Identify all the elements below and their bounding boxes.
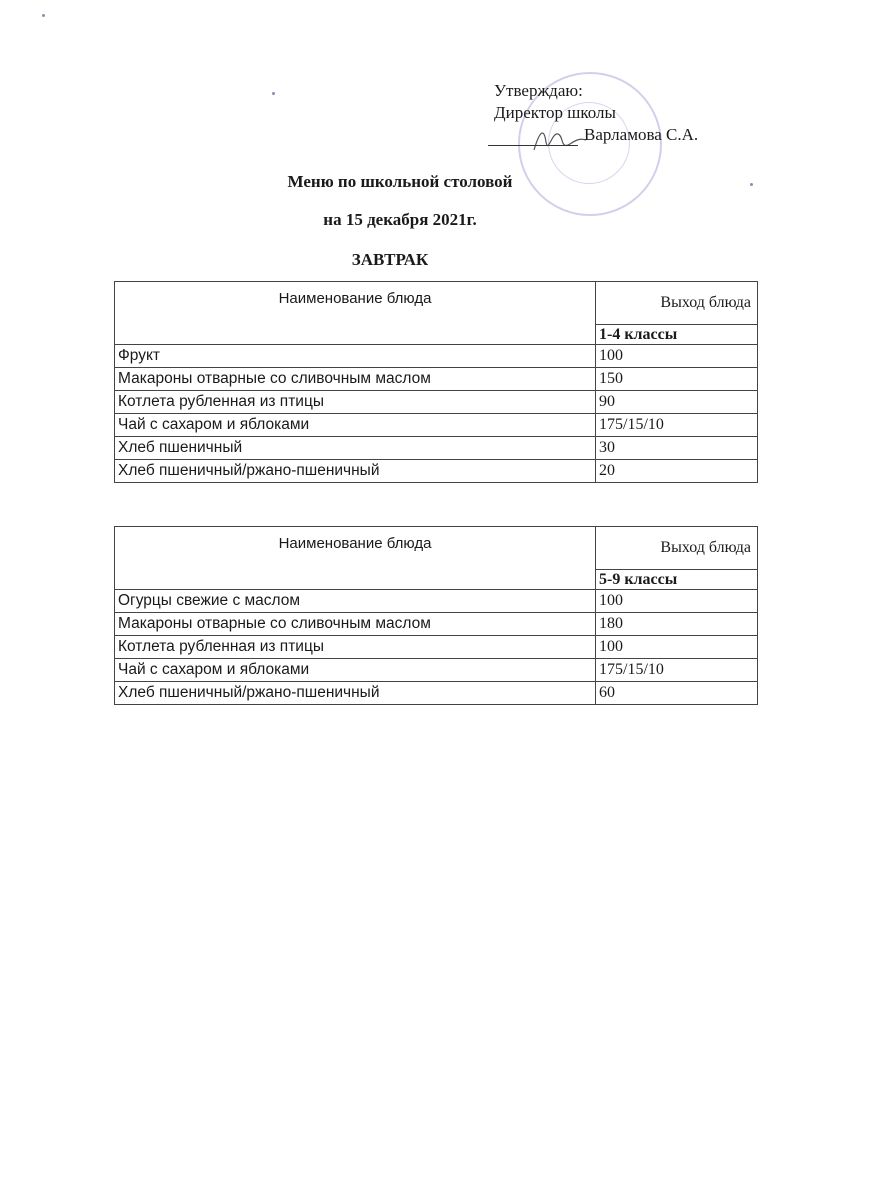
dish-output: 100 [596,636,758,659]
dish-name: Хлеб пшеничный/ржано-пшеничный [115,460,596,483]
menu-table-grades-1-4 [114,281,758,483]
dish-name: Хлеб пшеничный/ржано-пшеничный [115,682,596,705]
dish-output: 100 [596,590,758,613]
class-label: 1-4 классы [596,325,758,345]
approval-position: Директор школы [494,103,616,122]
dish-output: 150 [596,368,758,391]
table-row [115,659,758,682]
table-row [115,391,758,414]
dish-output: 180 [596,613,758,636]
table-row [115,613,758,636]
dish-name: Чай с сахаром и яблоками [115,414,596,437]
column-header-output: Выход блюда [596,282,758,325]
dish-output: 90 [596,391,758,414]
column-header-dish: Наименование блюда [115,527,596,590]
dish-name: Макароны отварные со сливочным маслом [115,613,596,636]
dish-name: Хлеб пшеничный [115,437,596,460]
column-header-output: Выход блюда [596,527,758,570]
dish-name: Макароны отварные со сливочным маслом [115,368,596,391]
menu-title: Меню по школьной столовой [287,172,513,191]
table-row [115,460,758,483]
scan-speck [272,92,275,95]
table-row [115,437,758,460]
approval-label: Утверждаю: [494,81,583,100]
dish-name: Котлета рубленная из птицы [115,636,596,659]
scan-speck [42,14,45,17]
dish-name: Фрукт [115,345,596,368]
dish-output: 175/15/10 [596,414,758,437]
dish-output: 30 [596,437,758,460]
scan-speck [750,183,753,186]
table-row [115,368,758,391]
table-row [115,636,758,659]
menu-table-grades-5-9 [114,526,758,705]
table-row [115,414,758,437]
dish-output: 175/15/10 [596,659,758,682]
approval-block [494,80,698,146]
menu-date: на 15 декабря 2021г. [323,210,477,229]
dish-output: 100 [596,345,758,368]
dish-name: Чай с сахаром и яблоками [115,659,596,682]
table-row [115,590,758,613]
class-label: 5-9 классы [596,570,758,590]
dish-output: 60 [596,682,758,705]
dish-name: Котлета рубленная из птицы [115,391,596,414]
column-header-dish: Наименование блюда [115,282,596,345]
dish-name: Огурцы свежие с маслом [115,590,596,613]
meal-heading: ЗАВТРАК [351,250,429,269]
signature-line [488,131,578,146]
approval-name: Варламова С.А. [584,125,699,144]
table-row [115,345,758,368]
table-row [115,682,758,705]
dish-output: 20 [596,460,758,483]
